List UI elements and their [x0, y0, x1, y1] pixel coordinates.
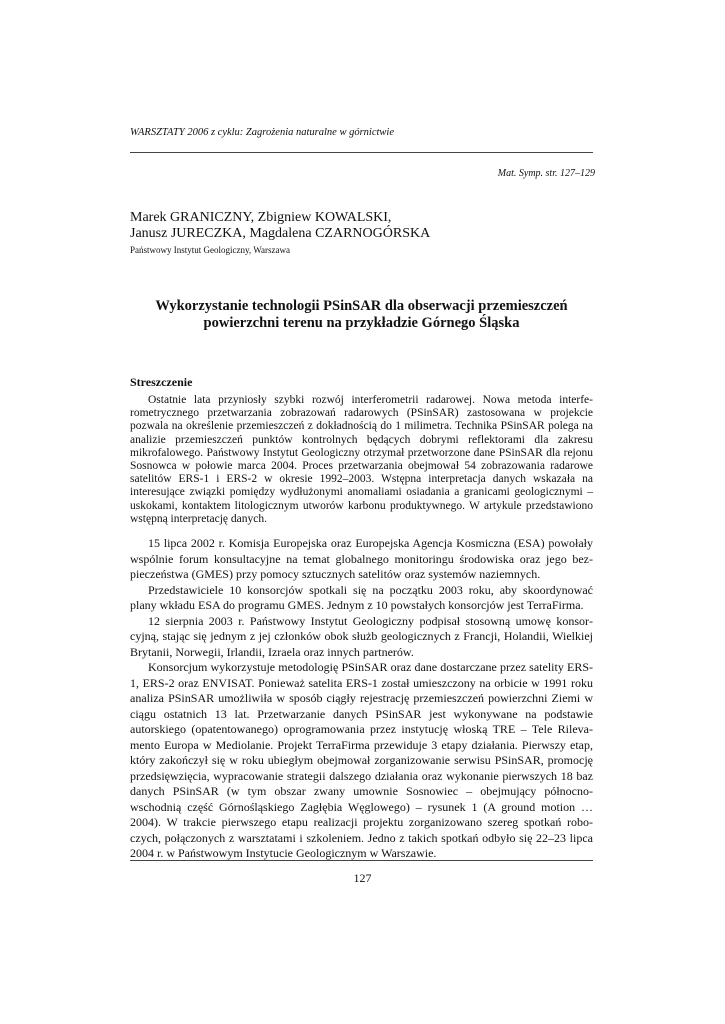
body-paragraph-2: Przedstawiciele 10 konsorcjów spotkali się na początku 2003 roku, aby skoordynować plany wkładu ESA do programu GMES. Jednym z 10 powstałych konsorcjów jest TerraFirma.: [130, 582, 593, 612]
abstract-text: Ostatnie lata przyniosły szybki rozwój interferometrii radarowej. Nowa metoda interferometrycznego przetwarzania zobrazowań radarowych (PSinSAR) zastosowana w projekcie pozwala na określenie przemieszczeń z dokładnością do 1 milimetra. Technika PSinSAR polega na analizie przemieszczeń punktów kontrolnych będących dobrymi reflektorami dla zakresu mikrofalowego. Państwowy Instytut Geologiczny otrzymał przetworzone dane PSinSAR dla rejonu Sosnowca w połowie marca 2004. Proces przetwarzania obejmował 54 zobrazowania radarowe satelitów ERS-1 i ERS-2 w okresie 1992–2003. Wstępna interpretacja danych wskazała na interesujące związki pomiędzy wydłużonymi anomaliami osiadania a granicami geologicznymi – uskokami, kontaktem litologicznym utworów karbonu produktywnego. W artykule przedstawiono wstępną interpretację danych.: [130, 394, 593, 525]
paper-title: [130, 298, 593, 332]
author-line-1: Marek GRANICZNY, Zbigniew KOWALSKI,: [130, 210, 392, 225]
author-list: [130, 210, 430, 242]
body-paragraph-1: 15 lipca 2002 r. Komisja Europejska oraz Europejska Agencja Kosmiczna (ESA) powołały wspólnie forum konsultacyjne na temat globalnego monitoringu środowiska oraz jego bezpieczeństwa (GMES) przy pomocy sztucznych satelitów oraz systemów naziemnych.: [130, 536, 593, 581]
footer-rule: [130, 860, 593, 861]
abstract: [130, 394, 593, 526]
abstract-heading: Streszczenie: [130, 375, 193, 389]
affiliation: Państwowy Instytut Geologiczny, Warszawa: [130, 245, 290, 255]
header-rule: [130, 152, 593, 153]
series-header: WARSZTATY 2006 z cyklu: Zagrożenia naturalne w górnictwie: [130, 127, 394, 138]
author-line-2: Janusz JURECZKA, Magdalena CZARNOGÓRSKA: [130, 226, 431, 241]
body-text: [130, 536, 593, 862]
page-number: 127: [353, 871, 372, 885]
mat-symp-reference: Mat. Symp. str. 127–129: [497, 168, 595, 179]
title-line-1: Wykorzystanie technologii PSinSAR dla obserwacji przemieszczeń: [155, 298, 568, 314]
body-paragraph-4: Konsorcjum wykorzystuje metodologię PSinSAR oraz dane dostarczane przez satelity ERS-1, ERS-2 oraz ENVISAT. Ponieważ satelita ERS-1 został umieszczony na orbicie w 1991 roku analiza PSinSAR umożliwiła w sposób ciągły rejestrację przemieszczeń powierzchni Ziemi w ciągu ostatnich 13 lat. Przetwarzanie danych PSinSAR jest wykonywane na podstawie autorskiego (opatentowanego) oprogramowania przez instytucję włoską TRE – Tele Rilevamento Europa w Mediolanie. Projekt TerraFirma przewiduje 3 etapy działania. Pierwszy etap, który zakończył się w roku ubiegłym obejmował zorganizowanie serwisu PSinSAR, promocję przedsięwzięcia, wypracowanie strategii dalszego działania oraz wykonanie pierwszych 18 baz danych PSinSAR (w tym obszar zwany umownie Sosnowiec – obejmujący północno-wschodnią część Górnośląskiego Zagłębia Węglowego) – rysunek 1 (A ground motion … 2004). W trakcie pierwszego etapu realizacji projektu zorganizowano szereg spotkań roboczych, połączonych z warsztatami i szkoleniem. Jedno z takich spotkań odbyło się 22–23 lipca 2004 r. w Państwowym Instytucie Geologicznym w Warszawie.: [130, 660, 593, 860]
body-paragraph-3: 12 sierpnia 2003 r. Państwowy Instytut Geologiczny podpisał stosowną umowę konsorcyjną, stając się jednym z jej członków obok służb geologicznych z Francji, Holandii, Wielkiej Brytanii, Norwegii, Irlandii, Izraela oraz innych partnerów.: [130, 613, 593, 659]
title-line-2: powierzchni terenu na przykładzie Górnego Śląska: [203, 315, 520, 331]
